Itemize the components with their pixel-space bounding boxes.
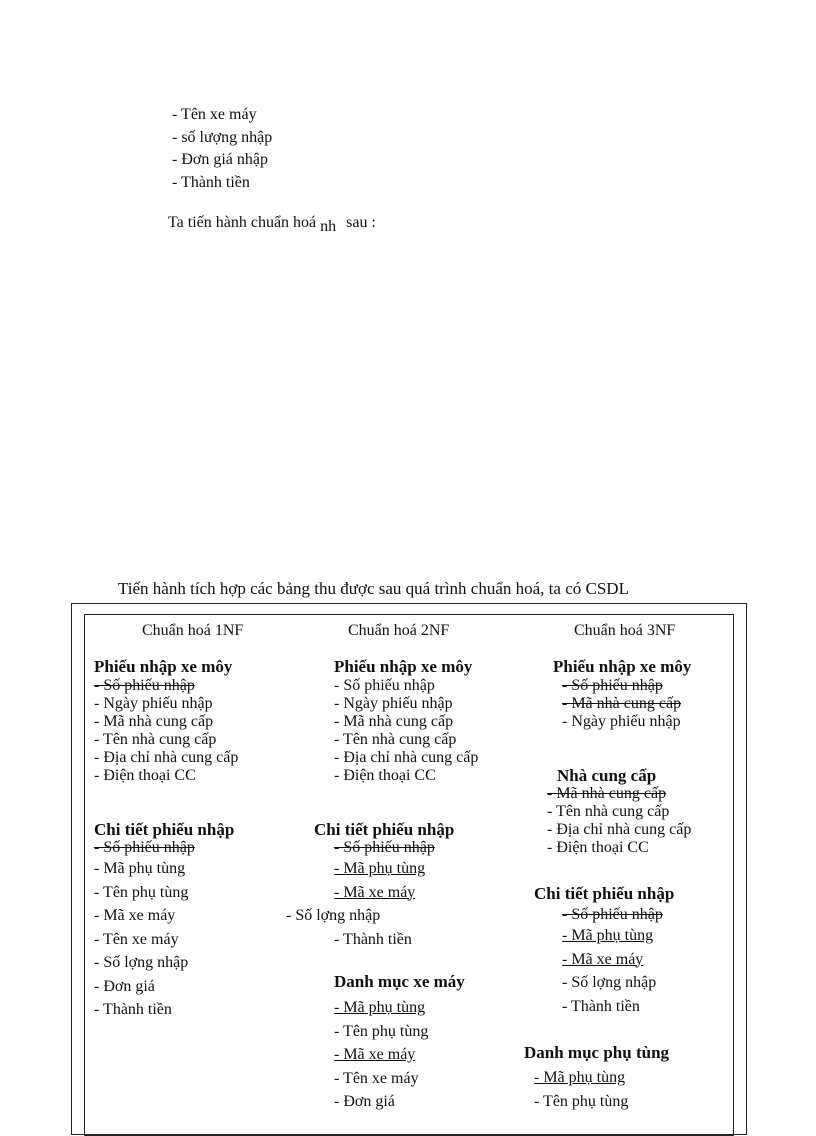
intro-sentence-nh: nh [320, 218, 337, 235]
field-item: - Số phiếu nhập [334, 839, 435, 856]
field-item: - Mã nhà cung cấp [562, 695, 682, 712]
table-title: Phiếu nhập xe môy [334, 657, 473, 676]
field-item: - Số phiếu nhập [334, 677, 435, 694]
field-list [334, 677, 478, 785]
field-list [94, 839, 195, 1022]
field-list [286, 839, 435, 951]
field-item: - Điện thoại CC [94, 767, 196, 784]
intro-sentence-b: sau : [346, 214, 376, 231]
intro-item: - Thành tiền [172, 173, 250, 191]
field-item: - Thành tiền [562, 997, 640, 1015]
table-title: Phiếu nhập xe môy [94, 657, 233, 676]
field-list [534, 1066, 628, 1113]
field-item: - Địa chỉ nhà cung cấp [334, 749, 479, 766]
table-title: Chi tiết phiếu nhập [314, 820, 455, 839]
field-item: - Tên xe máy [94, 930, 179, 948]
field-item: - Điện thoại CC [334, 767, 436, 784]
field-item: - Điện thoại CC [547, 839, 649, 856]
field-item: - Mã phụ tùng [534, 1069, 626, 1086]
intro-sentence-a: Ta tiến hành chuẩn hoá [168, 214, 317, 231]
field-item: - Mã nhà cung cấp [334, 713, 454, 730]
field-list [562, 906, 663, 1018]
table-title: Danh mục xe máy [334, 972, 465, 991]
field-item: - Mã xe máy [562, 950, 644, 968]
field-item: - Số phiếu nhập [562, 677, 663, 694]
field-item: - Mã phụ tùng [334, 999, 426, 1016]
field-item: - Mã phụ tùng [94, 860, 186, 877]
field-item: - Mã nhà cung cấp [94, 713, 214, 730]
field-item: - Ngày phiếu nhập [334, 695, 453, 712]
field-item: - Mã xe máy [334, 1046, 416, 1063]
field-list [562, 677, 681, 731]
table-title: Nhà cung cấp [557, 766, 657, 785]
field-item: - Tên phụ tùng [534, 1092, 629, 1110]
column-title-2nf: Chuẩn hoá 2NF [348, 622, 450, 639]
intro-item: - Tên xe máy [172, 106, 257, 123]
field-item: - Số phiếu nhập [94, 839, 195, 856]
field-item: - Số lợng nhập [562, 974, 657, 991]
integration-caption: Tiến hành tích hợp các bảng thu được sau quá trình chuẩn hoá, ta có CSDL [118, 579, 629, 598]
field-item: - Mã phụ tùng [334, 860, 426, 877]
field-item: - Ngày phiếu nhập [94, 695, 213, 712]
field-item: - Số phiếu nhập [94, 677, 195, 694]
table-title: Phiếu nhập xe môy [553, 657, 692, 676]
field-item: - Địa chỉ nhà cung cấp [94, 749, 239, 766]
field-item: - Tên xe máy [334, 1069, 419, 1087]
field-item: - Số lợng nhập [286, 907, 381, 924]
field-item: - Tên nhà cung cấp [94, 731, 217, 748]
table-title: Chi tiết phiếu nhập [534, 884, 675, 903]
table-title: Danh mục phụ tùng [524, 1043, 670, 1062]
field-list [547, 785, 691, 857]
intro-item: - số lượng nhập [172, 128, 273, 146]
table-title: Chi tiết phiếu nhập [94, 820, 235, 839]
field-item: - Mã xe máy [94, 907, 176, 924]
intro-list [172, 104, 272, 194]
field-item: - Ngày phiếu nhập [562, 713, 681, 730]
intro-item: - Đơn giá nhập [172, 151, 268, 168]
field-item: - Đơn giá [334, 1093, 395, 1110]
field-item: - Thành tiền [94, 1001, 172, 1018]
field-item: - Tên phụ tùng [94, 883, 189, 901]
field-item: - Mã xe máy [334, 883, 416, 901]
intro-sentence [168, 214, 376, 235]
field-item: - Tên nhà cung cấp [334, 731, 457, 748]
field-item: - Mã nhà cung cấp [547, 785, 667, 802]
column-title-1nf: Chuẩn hoá 1NF [142, 622, 244, 639]
field-item: - Thành tiền [334, 930, 412, 948]
field-item: - Số lợng nhập [94, 954, 189, 971]
field-item: - Tên nhà cung cấp [547, 803, 670, 820]
field-item: - Đơn giá [94, 977, 155, 995]
field-item: - Số phiếu nhập [562, 906, 663, 923]
column-title-3nf: Chuẩn hoá 3NF [574, 622, 676, 639]
field-item: - Tên phụ tùng [334, 1022, 429, 1040]
field-list [94, 677, 238, 785]
field-list [334, 996, 428, 1114]
field-item: - Địa chỉ nhà cung cấp [547, 821, 692, 838]
field-item: - Mã phụ tùng [562, 927, 654, 944]
